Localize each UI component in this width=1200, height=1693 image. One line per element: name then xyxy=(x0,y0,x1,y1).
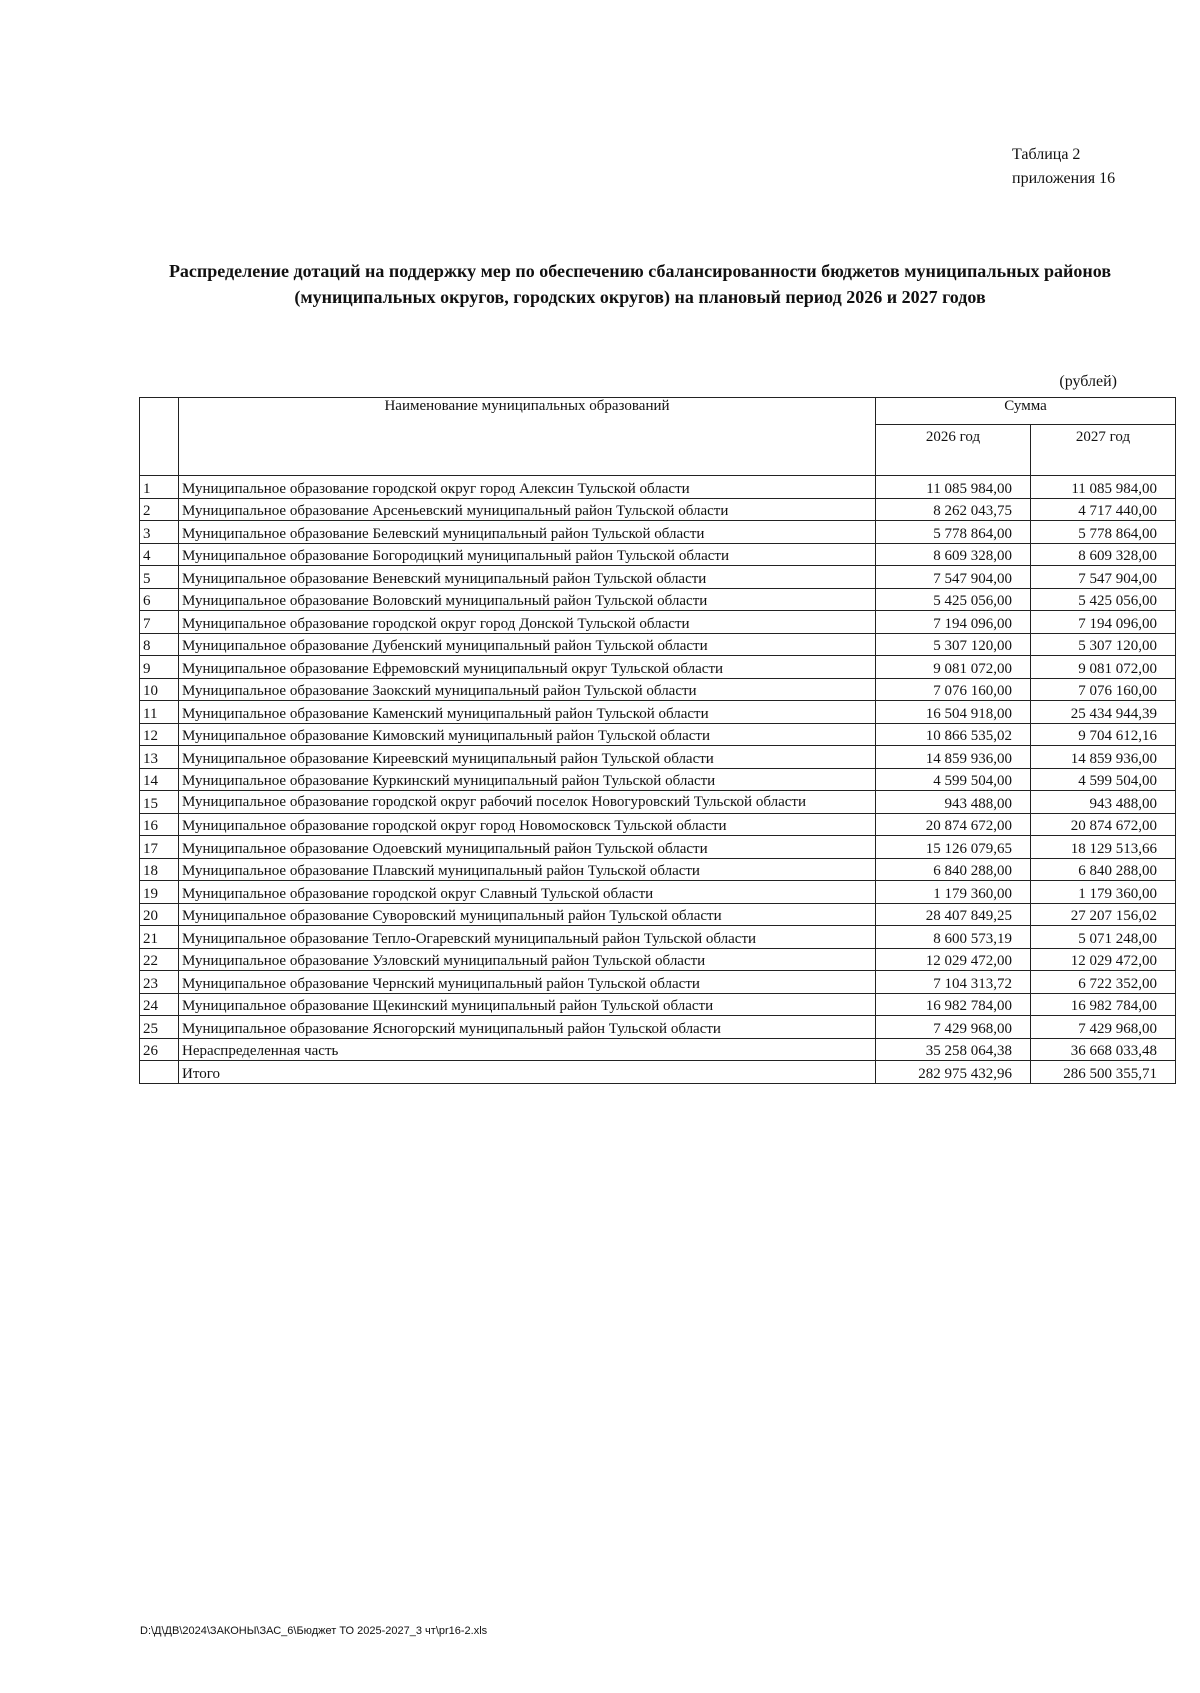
row-value-2027: 9 081 072,00 xyxy=(1031,656,1176,679)
annex-appendix-label: приложения 16 xyxy=(1012,170,1116,187)
row-value-2026: 1 179 360,00 xyxy=(876,881,1031,904)
row-name: Муниципальное образование Ефремовский муниципальный округ Тульской области xyxy=(179,656,876,679)
table-row xyxy=(140,1038,1176,1061)
row-number: 2 xyxy=(140,498,179,521)
row-value-2026: 9 081 072,00 xyxy=(876,656,1031,679)
row-name: Муниципальное образование Белевский муниципальный район Тульской области xyxy=(179,521,876,544)
table-row xyxy=(140,948,1176,971)
row-name: Муниципальное образование Плавский муниципальный район Тульской области xyxy=(179,858,876,881)
row-value-2027: 36 668 033,48 xyxy=(1031,1038,1176,1061)
row-name: Муниципальное образование Заокский муниципальный район Тульской области xyxy=(179,678,876,701)
header-sum: Сумма xyxy=(876,398,1176,425)
row-value-2026: 15 126 079,65 xyxy=(876,836,1031,859)
row-value-2026: 7 194 096,00 xyxy=(876,611,1031,634)
row-name: Муниципальное образование городской округ город Новомосковск Тульской области xyxy=(179,813,876,836)
table-row xyxy=(140,926,1176,949)
row-value-2026: 8 600 573,19 xyxy=(876,926,1031,949)
row-number: 21 xyxy=(140,926,179,949)
row-name: Муниципальное образование Узловский муниципальный район Тульской области xyxy=(179,948,876,971)
row-name: Нераспределенная часть xyxy=(179,1038,876,1061)
row-value-2026: 8 609 328,00 xyxy=(876,543,1031,566)
table-row xyxy=(140,993,1176,1016)
row-number: 10 xyxy=(140,678,179,701)
row-value-2027: 5 307 120,00 xyxy=(1031,633,1176,656)
total-value-2027: 286 500 355,71 xyxy=(1031,1061,1176,1084)
row-value-2026: 14 859 936,00 xyxy=(876,746,1031,769)
row-name: Муниципальное образование Веневский муниципальный район Тульской области xyxy=(179,566,876,589)
row-number: 16 xyxy=(140,813,179,836)
row-number: 5 xyxy=(140,566,179,589)
row-value-2026: 5 778 864,00 xyxy=(876,521,1031,544)
total-label: Итого xyxy=(179,1061,876,1084)
row-number: 19 xyxy=(140,881,179,904)
row-name: Муниципальное образование Щекинский муниципальный район Тульской области xyxy=(179,993,876,1016)
row-value-2027: 5 071 248,00 xyxy=(1031,926,1176,949)
row-value-2027: 27 207 156,02 xyxy=(1031,903,1176,926)
annex-reference xyxy=(1012,143,1152,191)
row-value-2027: 7 547 904,00 xyxy=(1031,566,1176,589)
table-row xyxy=(140,768,1176,791)
table-row xyxy=(140,498,1176,521)
row-value-2026: 20 874 672,00 xyxy=(876,813,1031,836)
row-number: 23 xyxy=(140,971,179,994)
table-row xyxy=(140,633,1176,656)
row-value-2027: 9 704 612,16 xyxy=(1031,723,1176,746)
row-value-2026: 5 307 120,00 xyxy=(876,633,1031,656)
row-value-2027: 25 434 944,39 xyxy=(1031,701,1176,724)
table-row xyxy=(140,588,1176,611)
row-name: Муниципальное образование городской округ рабочий поселок Новогуровский Тульской области xyxy=(179,791,876,814)
row-value-2026: 7 547 904,00 xyxy=(876,566,1031,589)
row-value-2027: 18 129 513,66 xyxy=(1031,836,1176,859)
row-value-2026: 943 488,00 xyxy=(876,791,1031,814)
row-value-2026: 16 982 784,00 xyxy=(876,993,1031,1016)
table-row xyxy=(140,903,1176,926)
row-value-2027: 7 429 968,00 xyxy=(1031,1016,1176,1039)
row-number: 3 xyxy=(140,521,179,544)
total-row xyxy=(140,1061,1176,1084)
row-value-2027: 4 599 504,00 xyxy=(1031,768,1176,791)
row-name: Муниципальное образование городской округ город Алексин Тульской области xyxy=(179,476,876,499)
row-value-2026: 12 029 472,00 xyxy=(876,948,1031,971)
header-year-2027: 2027 год xyxy=(1031,425,1176,476)
total-value-2026: 282 975 432,96 xyxy=(876,1061,1031,1084)
table-row xyxy=(140,701,1176,724)
row-value-2027: 8 609 328,00 xyxy=(1031,543,1176,566)
row-name: Муниципальное образование городской округ Славный Тульской области xyxy=(179,881,876,904)
row-name: Муниципальное образование городской округ город Донской Тульской области xyxy=(179,611,876,634)
row-name: Муниципальное образование Дубенский муниципальный район Тульской области xyxy=(179,633,876,656)
row-name: Муниципальное образование Куркинский муниципальный район Тульской области xyxy=(179,768,876,791)
row-value-2027: 943 488,00 xyxy=(1031,791,1176,814)
row-number: 25 xyxy=(140,1016,179,1039)
table-row xyxy=(140,971,1176,994)
table-row xyxy=(140,791,1176,814)
row-number: 17 xyxy=(140,836,179,859)
table-row xyxy=(140,678,1176,701)
row-value-2027: 5 425 056,00 xyxy=(1031,588,1176,611)
row-value-2027: 11 085 984,00 xyxy=(1031,476,1176,499)
row-value-2027: 12 029 472,00 xyxy=(1031,948,1176,971)
row-number: 11 xyxy=(140,701,179,724)
table-row xyxy=(140,566,1176,589)
table-row xyxy=(140,858,1176,881)
table-row xyxy=(140,543,1176,566)
table-row xyxy=(140,723,1176,746)
table-row xyxy=(140,476,1176,499)
row-name: Муниципальное образование Ясногорский муниципальный район Тульской области xyxy=(179,1016,876,1039)
row-number: 12 xyxy=(140,723,179,746)
row-name: Муниципальное образование Арсеньевский муниципальный район Тульской области xyxy=(179,498,876,521)
row-number: 6 xyxy=(140,588,179,611)
row-name: Муниципальное образование Богородицкий муниципальный район Тульской области xyxy=(179,543,876,566)
row-name: Муниципальное образование Воловский муниципальный район Тульской области xyxy=(179,588,876,611)
table-row xyxy=(140,611,1176,634)
header-year-2026: 2026 год xyxy=(876,425,1031,476)
table-row xyxy=(140,521,1176,544)
row-name: Муниципальное образование Кимовский муниципальный район Тульской области xyxy=(179,723,876,746)
row-name: Муниципальное образование Киреевский муниципальный район Тульской области xyxy=(179,746,876,769)
row-value-2026: 28 407 849,25 xyxy=(876,903,1031,926)
row-number: 4 xyxy=(140,543,179,566)
document-title: Распределение дотаций на поддержку мер по обеспечению сбалансированности бюджетов муниципальных районов (муниципальных округов, городских округов) на плановый период 2026 и 2027 годов xyxy=(168,261,1112,307)
row-value-2026: 7 429 968,00 xyxy=(876,1016,1031,1039)
row-value-2027: 7 194 096,00 xyxy=(1031,611,1176,634)
row-value-2026: 5 425 056,00 xyxy=(876,588,1031,611)
row-value-2026: 35 258 064,38 xyxy=(876,1038,1031,1061)
row-value-2027: 1 179 360,00 xyxy=(1031,881,1176,904)
table-row xyxy=(140,836,1176,859)
table-row xyxy=(140,1016,1176,1039)
row-value-2027: 6 722 352,00 xyxy=(1031,971,1176,994)
row-value-2026: 7 076 160,00 xyxy=(876,678,1031,701)
row-value-2027: 16 982 784,00 xyxy=(1031,993,1176,1016)
row-value-2027: 7 076 160,00 xyxy=(1031,678,1176,701)
row-value-2027: 5 778 864,00 xyxy=(1031,521,1176,544)
row-number: 18 xyxy=(140,858,179,881)
annex-table-label: Таблица 2 xyxy=(1012,146,1081,163)
row-name: Муниципальное образование Чернский муниципальный район Тульской области xyxy=(179,971,876,994)
row-value-2026: 16 504 918,00 xyxy=(876,701,1031,724)
file-path-footer: D:\Д\ДВ\2024\ЗАКОНЫ\ЗАС_6\Бюджет ТО 2025-2027_3 чт\pr16-2.xls xyxy=(140,1625,488,1637)
row-value-2026: 8 262 043,75 xyxy=(876,498,1031,521)
row-value-2026: 7 104 313,72 xyxy=(876,971,1031,994)
row-value-2027: 14 859 936,00 xyxy=(1031,746,1176,769)
row-value-2027: 6 840 288,00 xyxy=(1031,858,1176,881)
row-number: 24 xyxy=(140,993,179,1016)
total-number xyxy=(140,1061,179,1084)
row-name: Муниципальное образование Одоевский муниципальный район Тульской области xyxy=(179,836,876,859)
row-number: 1 xyxy=(140,476,179,499)
table-body xyxy=(140,476,1176,1084)
row-number: 8 xyxy=(140,633,179,656)
row-value-2026: 6 840 288,00 xyxy=(876,858,1031,881)
row-value-2026: 11 085 984,00 xyxy=(876,476,1031,499)
table-row xyxy=(140,746,1176,769)
header-number xyxy=(140,398,179,476)
row-number: 14 xyxy=(140,768,179,791)
row-value-2026: 10 866 535,02 xyxy=(876,723,1031,746)
row-number: 13 xyxy=(140,746,179,769)
row-number: 26 xyxy=(140,1038,179,1061)
row-value-2027: 4 717 440,00 xyxy=(1031,498,1176,521)
header-name: Наименование муниципальных образований xyxy=(179,398,876,476)
table-row xyxy=(140,813,1176,836)
table-row xyxy=(140,881,1176,904)
row-number: 9 xyxy=(140,656,179,679)
row-value-2027: 20 874 672,00 xyxy=(1031,813,1176,836)
row-number: 22 xyxy=(140,948,179,971)
row-name: Муниципальное образование Суворовский муниципальный район Тульской области xyxy=(179,903,876,926)
row-number: 20 xyxy=(140,903,179,926)
row-name: Муниципальное образование Каменский муниципальный район Тульской области xyxy=(179,701,876,724)
row-number: 15 xyxy=(140,791,179,814)
subsidy-table xyxy=(139,397,1176,1084)
currency-unit: (рублей) xyxy=(1059,373,1117,390)
row-value-2026: 4 599 504,00 xyxy=(876,768,1031,791)
table-row xyxy=(140,656,1176,679)
row-name: Муниципальное образование Тепло-Огаревский муниципальный район Тульской области xyxy=(179,926,876,949)
row-number: 7 xyxy=(140,611,179,634)
